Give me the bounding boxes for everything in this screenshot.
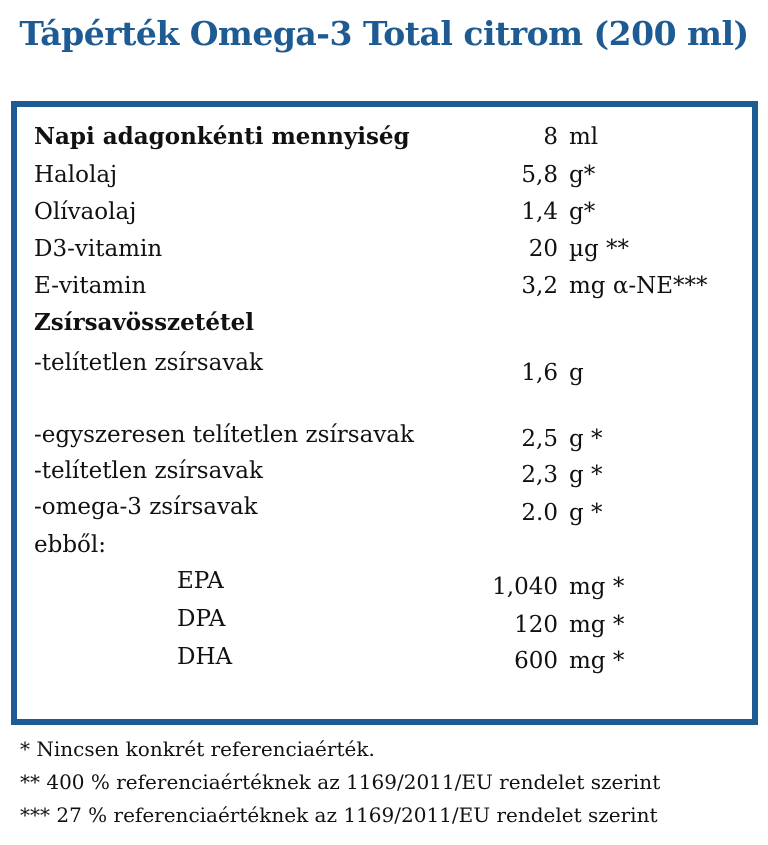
row-value: 2.0 [521, 500, 558, 526]
row-unit: µg ** [569, 236, 629, 262]
footnote: * Nincsen konkrét referenciaérték. [20, 737, 375, 761]
table-row [17, 417, 752, 453]
row-unit: mg * [569, 574, 625, 600]
row-value: 8 [543, 124, 558, 150]
table-row [17, 194, 752, 230]
row-value: 120 [514, 612, 558, 638]
table-row [17, 527, 752, 563]
nutrition-table [11, 101, 758, 725]
row-unit: g * [569, 462, 603, 488]
row-label: E-vitamin [34, 273, 147, 299]
row-unit: g [569, 360, 584, 386]
footnote: ** 400 % referenciaértéknek az 1169/2011/EU rendelet szerint [20, 770, 661, 794]
row-label: Zsírsavösszetétel [34, 309, 254, 336]
table-row [17, 453, 752, 489]
row-unit: g* [569, 162, 596, 188]
footnote: *** 27 % referenciaértéknek az 1169/2011/EU rendelet szerint [20, 803, 658, 827]
row-label: ebből: [34, 532, 107, 558]
row-value: 1,6 [521, 360, 558, 386]
table-row [17, 489, 752, 525]
row-unit: mg α-NE*** [569, 273, 708, 299]
row-value: 5,8 [521, 162, 558, 188]
table-row [17, 268, 752, 304]
row-label: Olívaolaj [34, 199, 137, 225]
row-label: -telítetlen zsírsavak [34, 350, 263, 376]
row-unit: mg * [569, 648, 625, 674]
page-title: Tápérték Omega-3 Total citrom (200 ml) [19, 14, 749, 53]
row-value: 20 [528, 236, 558, 262]
row-value: 1,4 [521, 199, 558, 225]
table-row [17, 119, 752, 155]
row-label: DHA [177, 644, 233, 670]
table-row [17, 563, 752, 599]
row-value: 2,5 [521, 426, 558, 452]
row-unit: ml [569, 124, 599, 150]
footnotes [20, 733, 660, 832]
row-value: 3,2 [521, 273, 558, 299]
table-row [17, 345, 752, 386]
table-row [17, 157, 752, 193]
row-label: DPA [177, 606, 226, 632]
row-unit: mg * [569, 612, 625, 638]
row-label: -telítetlen zsírsavak [34, 458, 263, 484]
row-value: 2,3 [521, 462, 558, 488]
table-row [17, 639, 752, 675]
row-value: 1,040 [492, 574, 558, 600]
row-label: D3-vitamin [34, 236, 163, 262]
table-row [17, 601, 752, 637]
row-label: -omega-3 zsírsavak [34, 494, 258, 520]
row-unit: g * [569, 500, 603, 526]
row-label: Napi adagonkénti mennyiség [34, 123, 410, 150]
section-heading [17, 305, 752, 341]
table-row [17, 231, 752, 267]
row-unit: g * [569, 426, 603, 452]
row-label: Halolaj [34, 162, 118, 188]
row-label: -egyszeresen telítetlen zsírsavak [34, 422, 414, 448]
row-label: EPA [177, 568, 224, 594]
row-unit: g* [569, 199, 596, 225]
row-value: 600 [514, 648, 558, 674]
